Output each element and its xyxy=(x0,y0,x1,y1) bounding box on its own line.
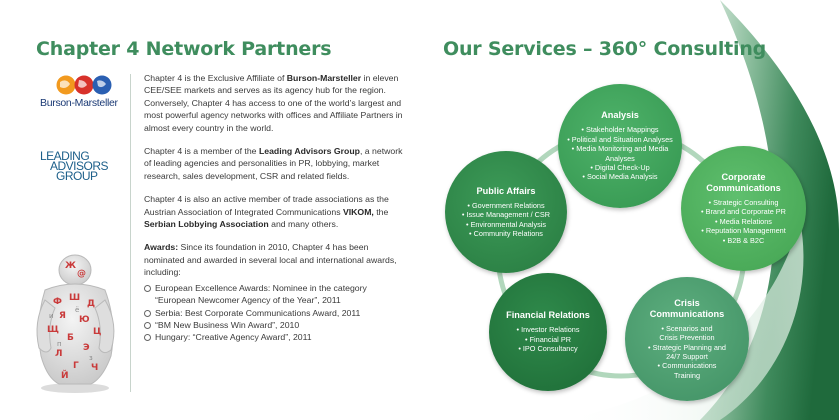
text-span: the xyxy=(373,206,389,217)
svg-text:Б: Б xyxy=(67,333,74,343)
award-item: “BM New Business Win Award”, 2010 xyxy=(144,319,409,331)
svg-text:Э: Э xyxy=(83,343,90,353)
service-item: • Brand and Corporate PR xyxy=(701,207,786,217)
text-span: Chapter 4 is a member of the xyxy=(144,146,259,157)
service-item: • Investor Relations xyxy=(516,325,580,335)
text-span: and many others. xyxy=(268,219,339,230)
lag-line: LEADING xyxy=(40,149,90,163)
serbian-association-name: Serbian Lobbying Association xyxy=(144,219,269,230)
service-corporate-communications xyxy=(681,146,806,271)
service-item: • IPO Consultancy xyxy=(518,344,578,354)
service-item: • Reputation Management xyxy=(701,226,786,236)
text-span: Chapter 4 is also an active member of trade associations as the Austrian Association of Integrated Communications xyxy=(144,194,389,217)
award-item: Hungary: “Creative Agency Award”, 2011 xyxy=(144,331,409,343)
svg-text:Ц: Ц xyxy=(93,327,102,337)
service-crisis-communications xyxy=(625,277,749,401)
svg-text:Ж: Ж xyxy=(65,261,77,271)
service-item: • B2B & B2C xyxy=(722,235,765,245)
service-title: Corporate xyxy=(721,171,766,182)
service-item: • Media Monitoring and Media xyxy=(571,144,669,154)
burson-link-text: Burson-Marsteller xyxy=(286,73,362,83)
service-item: • Strategic Planning and xyxy=(647,342,726,352)
service-item: • Social Media Analysis xyxy=(582,172,658,182)
burson-marsteller-wordmark: Burson-Marsteller xyxy=(40,97,118,109)
service-analysis xyxy=(558,84,682,208)
award-item: European Excellence Awards: Nominee in the category “European Newcomer Agency of the Year”, 2011 xyxy=(144,282,409,307)
network-partners-heading: Chapter 4 Network Partners xyxy=(36,38,332,60)
svg-text:Ю: Ю xyxy=(79,315,90,325)
service-financial-relations xyxy=(489,273,607,391)
service-item: • Community Relations xyxy=(469,228,543,238)
service-item: • Environmental Analysis xyxy=(465,219,547,229)
service-item: • Financial PR xyxy=(525,334,571,344)
svg-text:Й: Й xyxy=(61,371,69,381)
service-item: • Political and Situation Analyses xyxy=(567,134,673,144)
svg-text:Щ: Щ xyxy=(47,325,59,335)
text-span: Since its foundation in 2010, Chapter 4 has been nominated and awarded in several local and international awards, including: xyxy=(144,242,397,278)
service-title: Public Affairs xyxy=(476,185,536,196)
text-span: Chapter 4 is the Exclusive Affiliate of xyxy=(144,73,287,83)
lag-name: Leading Advisors Group xyxy=(258,146,360,157)
svg-text:Ч: Ч xyxy=(91,363,99,373)
text-span: in eleven CEE/SEE markets and serves as its agency hub for the region. Conversely, Chapter 4 has access to one of the world’s largest and most powerful agency networks with offices and Affiliate Partners in almost every country in the world. xyxy=(144,73,403,133)
svg-text:@: @ xyxy=(77,269,86,279)
svg-text:и: и xyxy=(49,312,54,320)
vikom-name: VIKOM, xyxy=(342,206,374,217)
service-title: Communications xyxy=(649,308,725,319)
svg-text:Г: Г xyxy=(73,361,79,371)
svg-text:п: п xyxy=(57,340,62,348)
text-span: , a network of leading agencies and personalities in PR, lobbying, market research, sales development, CSR and related fields. xyxy=(144,146,403,181)
service-public-affairs xyxy=(445,151,567,273)
award-item: Serbia: Best Corporate Communications Award, 2011 xyxy=(144,307,409,319)
service-title: Communications xyxy=(706,182,781,193)
service-item: • Scenarios and xyxy=(661,323,713,333)
service-title: Crisis xyxy=(674,297,700,308)
services-heading: Our Services – 360° Consulting xyxy=(443,38,767,60)
lag-line: ADVISORS xyxy=(50,159,109,173)
svg-text:Л: Л xyxy=(55,349,63,359)
svg-text:з: з xyxy=(89,354,93,362)
service-item: • Digital Check-Up xyxy=(590,162,650,172)
svg-text:Ф: Ф xyxy=(53,297,62,307)
service-item: Crisis Prevention xyxy=(659,333,715,343)
service-title: Analysis xyxy=(601,110,639,121)
lag-line: GROUP xyxy=(56,169,98,183)
svg-text:ё: ё xyxy=(75,306,80,314)
service-item: Analyses xyxy=(605,153,635,163)
service-item: • Communications xyxy=(657,361,717,371)
svg-text:Я: Я xyxy=(59,311,66,321)
service-item: • Government Relations xyxy=(467,200,545,210)
svg-text:Ш: Ш xyxy=(69,293,81,303)
awards-label: Awards: xyxy=(144,242,179,253)
service-title: Financial Relations xyxy=(506,310,590,321)
service-item: • Media Relations xyxy=(715,216,772,226)
service-item: • Strategic Consulting xyxy=(708,197,779,207)
service-item: • Issue Management / CSR xyxy=(461,210,551,220)
service-item: Training xyxy=(673,370,701,380)
svg-text:Д: Д xyxy=(87,299,96,309)
service-item: 24/7 Support xyxy=(666,352,708,361)
service-item: • Stakeholder Mappings xyxy=(581,125,659,135)
